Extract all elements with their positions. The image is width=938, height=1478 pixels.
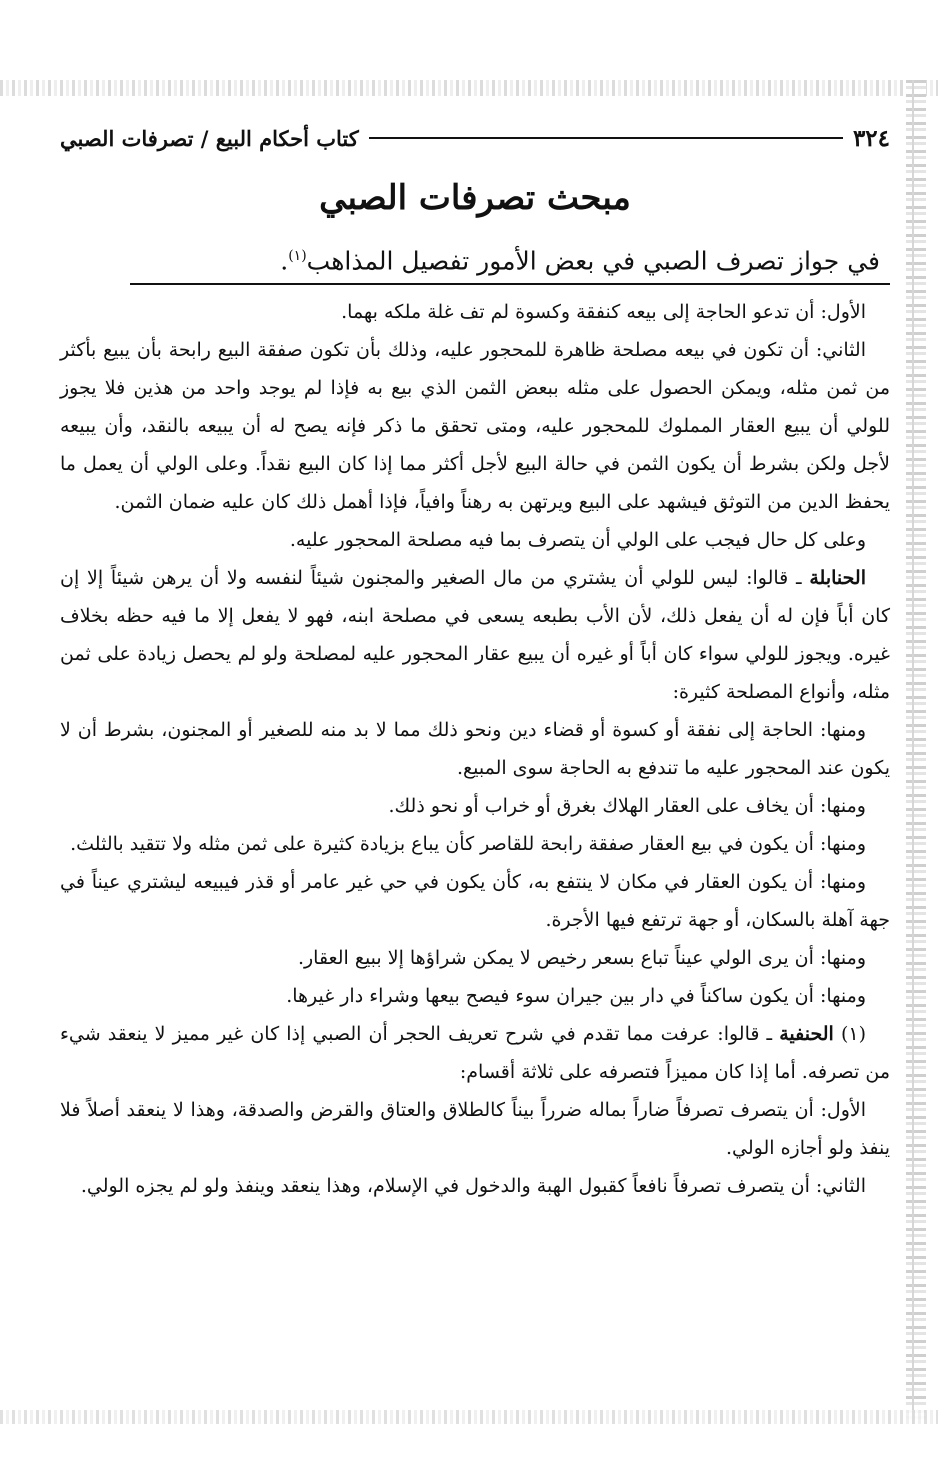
hanabila-paragraph (60, 559, 890, 711)
page-body (60, 120, 890, 1205)
top-ornamental-border (0, 80, 938, 96)
hanafia-text: ـ قالوا: عرفت مما تقدم في شرح تعريف الحجر أن الصبي إذا كان غير مميز لا ينعقد شيء من تصرفه. أما إذا كان مميزاً فتصرفه على ثلاثة أقسام: (60, 1023, 890, 1084)
hanafia-label: الحنفية (779, 1023, 834, 1046)
main-text (60, 293, 890, 1205)
list-item: ومنها: أن يكون العقار في مكان لا ينتفع به، كأن يكون في حي غير عامر أو قذر فيبيعه ليشتري عيناً في جهة آهلة بالسكان، أو جهة ترتفع فيها الأجرة. (60, 871, 890, 932)
footnote-marker: (١) (288, 248, 307, 264)
subtitle (60, 238, 890, 279)
list-item: ومنها: أن يكون ساكناً في دار بين جيران سوء فيصح بيعها وشراء دار غيرها. (286, 985, 866, 1008)
section-title: مبحث تصرفات الصبي (319, 178, 631, 218)
subtitle-rule (130, 283, 890, 285)
hanafia-paragraph (60, 1015, 890, 1091)
list-item: ومنها: الحاجة إلى نفقة أو كسوة أو قضاء دين ونحو ذلك مما لا بد منه للصغير أو المجنون، بشرط أن لا يكون عند المحجور عليه ما تندفع به الحاجة سوى المبيع. (60, 719, 890, 780)
paragraph-third: وعلى كل حال فيجب على الولي أن يتصرف بما فيه مصلحة المحجور عليه. (289, 529, 866, 552)
page-number: ٣٢٤ (852, 124, 890, 152)
list-item: الثاني: أن يتصرف تصرفاً نافعاً كقبول الهبة والدخول في الإسلام، وهذا ينعقد وينفذ ولو لم يجزه الولي. (80, 1175, 866, 1198)
subtitle-end: . (280, 246, 289, 276)
paragraph-second: الثاني: أن تكون في بيعه مصلحة ظاهرة للمحجور عليه، وذلك بأن تكون صفقة البيع رابحة بأن يبيع بأكثر من ثمن مثله، ويمكن الحصول على مثله ببعض الثمن الذي بيع به فإذا لم يوجد واحد من هذين فلا يجوز للولي أن يبيع العقار المملوك للمحجور عليه، ومتى تحقق ما ذكر فإنه يصح له أن يبيعه بالنقد، وأن يبيعه لأجل ولكن بشرط أن يكون الثمن في حالة البيع لأجل أكثر مما إذا كان البيع نقداً. وعلى الولي أن يعمل ما يحفظ الدين من التوثق فيشهد على البيع ويرتهن به رهناً وافياً، فإذا أهمل ذلك كان عليه ضمان الثمن. (60, 339, 890, 514)
list-item: ومنها: أن يخاف على العقار الهلاك بغرق أو خراب أو نحو ذلك. (388, 795, 866, 818)
right-ornamental-border (906, 80, 926, 1424)
hanafia-marker: (١) (840, 1023, 867, 1046)
running-header (60, 120, 890, 156)
hanabila-label: الحنابلة (809, 567, 866, 590)
header-rule (369, 137, 843, 139)
list-item: ومنها: أن يرى الولي عيناً تباع بسعر رخيص لا يمكن شراؤها إلا ببيع العقار. (297, 947, 866, 970)
book-title: كتاب أحكام البيع / تصرفات الصبي (60, 125, 359, 151)
bottom-ornamental-border (0, 1410, 938, 1424)
list-item: ومنها: أن يكون في بيع العقار صفقة رابحة للقاصر كأن يباع بزيادة كثيرة على ثمن مثله ولا تتقيد بالثلث. (70, 833, 866, 856)
list-item: الأول: أن يتصرف تصرفاً ضاراً بماله ضرراً بيناً كالطلاق والعتاق والقرض والصدقة، وهذا لا ينعقد أصلاً فلا ينفذ ولو أجازه الولي. (60, 1099, 890, 1160)
subtitle-text: في جواز تصرف الصبي في بعض الأمور تفصيل المذاهب (306, 246, 880, 276)
hanabila-text: ـ قالوا: ليس للولي أن يشتري من مال الصغير والمجنون شيئاً لنفسه ولا أن يرهن شيئاً إلا إن كان أباً فإن له أن يفعل ذلك، لأن الأب بطبعه يسعى في مصلحة ابنه، فهو لا يفعل إلا ما فيه حظه بخلاف غيره. ويجوز للولي سواء كان أباً أو غيره أن يبيع عقار المحجور عليه لمصلحة ولو لم يحصل زيادة على ثمن مثله، وأنواع المصلحة كثيرة: (60, 567, 890, 704)
paragraph-first: الأول: أن تدعو الحاجة إلى بيعه كنفقة وكسوة لم تف غلة ملكه بهما. (341, 301, 866, 324)
